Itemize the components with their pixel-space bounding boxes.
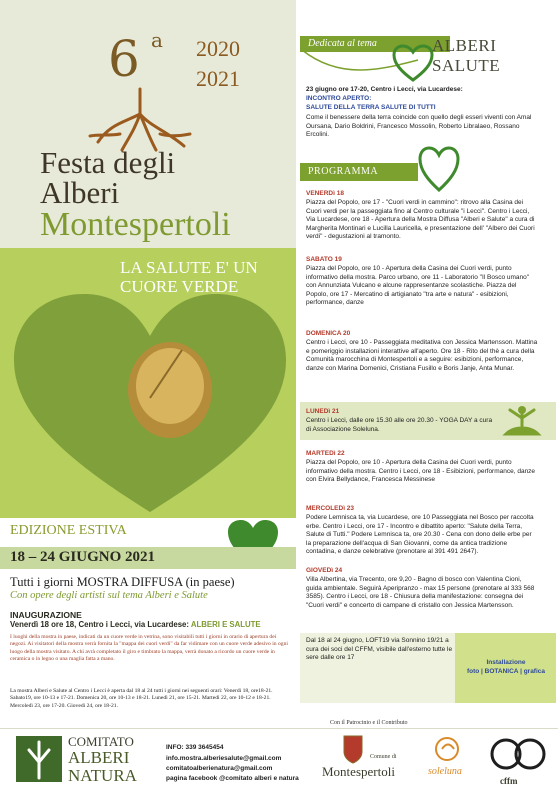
montespertoli-title: Montespertoli [40, 206, 231, 243]
install-subtitle: foto | BOTANICA | grafica [466, 668, 546, 675]
programma-title: PROGRAMMA [308, 166, 379, 177]
day-domenica-20-text: Centro i Lecci, ore 10 - Passeggiata meditativa con Jessica Martensson. Mattina e pomeriggio installazioni interattive all'aperto. Ore 18 - Rito del thè a cura della Comunità marocchina di Montespertoli e a seguire: esibizioni, performance, danze con Marina Domenici, Cristiana Fusillo e Boris Janje, Anta Munar. [306, 339, 538, 372]
day-mercoledi-23: MERCOLEDì 23 [306, 505, 355, 512]
intro-subtitle: SALUTE DELLA TERRA SALUTE DI TUTTI [306, 104, 436, 111]
cffm-logo-icon [490, 732, 546, 776]
edition-number: 6 [108, 30, 140, 88]
install-title: Installazione [486, 659, 526, 666]
soleluna-label: soleluna [428, 766, 462, 777]
comitato-line-1: COMITATO [68, 734, 134, 749]
slogan-line-2: CUORE VERDE [120, 277, 239, 296]
comitato-line-3: NATURA [68, 766, 137, 785]
cffm-label: cffm [500, 776, 518, 786]
day-lunedi-21: LUNEDì 21 [306, 408, 340, 415]
mostra-note: I luoghi della mostra in paese, indicati da un cuore verde in vetrina, sono visitabili tutti i giorni in orario di apertura dei negozi. Ai visitatori della mostra verrà fornita la "mappa dei cuori verdi" da far vidimare con un cuore verde adesivo in ogni luogo della mostra visitato. A chi avrà completato il giro e timbrato la mappa, verrà donato a ricordo un cuore verde in ceramica o in legno o una maglia fatta a mano. [10, 634, 288, 663]
dedicated-label: Dedicata al tema [308, 38, 377, 49]
festa-title-line-2: Alberi [40, 175, 120, 210]
comune-small-label: Comune di [370, 754, 397, 760]
comitato-line-2: ALBERI [68, 748, 130, 767]
day-giovedi-24-text: Villa Albertina, via Trecento, ore 9,20 - Bagno di bosco con Valentina Cioni, guida ambientale. Seguirà Aperipranzo - max 15 persone (prenotare al 333 568 3585). Centro i Lecci, ore 18 - Chiusura della manifestazione: consegna dei "Cuori verdi" e concerto di campane di cristallo con Jessica Martensson. [306, 576, 535, 609]
day-martedi-22: MARTEDì 22 [306, 450, 345, 457]
day-mercoledi-23-text: Podere Lemnisca ta, via Lucardese, ore 10 Passeggiata nel Bosco per raccolta erbe. Centro i Lecci, ore 17 - Incontro e dibattito aperto: "Salute della Terra, Salute di Tutti." Podere Lemnisca ta, ore 20.30 - Cena con dono delle erbe per la preparazione dell'acqua di San Giovanni, come da antica tradizione contadina, e danze celebrative (prenotare al 391 491 2647). [306, 514, 534, 556]
day-giovedi-24: GIOVEDì 24 [306, 567, 343, 574]
comitato-tree-logo [14, 734, 64, 784]
inauguration-heading: INAUGURAZIONE [10, 610, 82, 620]
info-facebook: pagina facebook @comitato alberi e natura [166, 775, 299, 782]
info-email-2: comitatoalberienatura@gmail.com [166, 765, 273, 772]
opere-subtitle: Con opere degli artisti sul tema Alberi e Salute [10, 590, 208, 601]
heart-outline-icon [392, 44, 434, 82]
day-martedi-22-text: Piazza del Popolo, ore 10 - Apertura della Casina dei Cuori verdi, punto informativo della mostra. Centro i Lecci, ore 18 - Esibizioni, performance, danze con Elvira Bellydance, Francesca Messinese [306, 459, 536, 484]
inauguration-theme: ALBERI E SALUTE [190, 620, 261, 629]
tree-roots-illustration [80, 84, 200, 154]
festa-title-line-1: Festa degli [40, 145, 176, 180]
inauguration-when: Venerdì 18 ore 18, Centro i Lecci, via Lucardese: [10, 620, 189, 629]
theme-alberi: ALBERI [432, 36, 497, 55]
info-phone: INFO: 339 3645454 [166, 744, 224, 751]
inauguration-text [10, 620, 261, 629]
day-venerdi-18-text: Piazza del Popolo, ore 17 - "Cuori verdi in cammino": ritrovo alla Casina dei Cuori verdi per la passeggiata fino al Centro culturale "i Lecci". Centro i Lecci, Via Lucardese, ore 18 - Apertura della Mostra Diffusa "Alberi e Salute" a cura di Margherita Montinari e Lucilla Lauricella, e presentazione dell' "Albero dei Cuori verdi" - degustazioni al tramonto. [306, 199, 535, 241]
patrocinio-label: Con il Patrocinio e il Contributo [330, 720, 408, 726]
big-heart-illustration [10, 290, 290, 520]
day-sabato-19-text: Piazza del Popolo, ore 10 - Apertura della Casina dei Cuori verdi, punto informativo della mostra. Parco urbano, ore 11 - Laboratorio "Il Bosco umano" con Annunziata Vulcano e alcune rappresentanze scolastiche. Piazza del Popolo, ore 17 - Mercatino di artigianato "tra arte e natura" - esibizioni, performance, danze [306, 265, 530, 307]
day-lunedi-21-text: Centro i Lecci, dalle ore 15.30 alle ore 20.30 - YOGA DAY a cura di Associazione Soleluna. [306, 417, 493, 433]
intro-body: Come il benessere della terra coincide con quello degli esseri viventi con Amal Oursana, Dario Boldrini, Francesco Mossolin, Roberto Libralaeo, Rossano Ercolini. [306, 114, 532, 139]
comune-crest-icon [342, 734, 364, 764]
comune-label: Montespertoli [322, 764, 395, 779]
day-domenica-20: DOMENICA 20 [306, 330, 351, 337]
info-email-1: info.mostra.alberiesalute@gmail.com [166, 755, 282, 762]
heart-outline-icon-2 [418, 146, 460, 192]
date-range: 18 – 24 GIUGNO 2021 [10, 549, 156, 565]
intro-title: INCONTRO APERTO: [306, 95, 372, 102]
install-label [458, 658, 554, 676]
soleluna-logo-icon [434, 734, 460, 764]
edition-label: EDIZIONE ESTIVA [10, 523, 127, 538]
year-2021: 2021 [196, 66, 240, 91]
year-2020: 2020 [196, 36, 240, 61]
intro-when: 23 giugno ore 17-20, Centro i Lecci, via Lucardese: [306, 86, 463, 93]
day-sabato-19: SABATO 19 [306, 256, 342, 263]
slogan-line-1: LA SALUTE E' UN [120, 258, 258, 277]
orari-note: La mostra Alberi e Salute al Centro i Lecci è aperta dal 18 al 24 tutti i giorni nei seguenti orari: Venerdì 18, ore18-21. Sabato19, ore 10-13 e 17-21. Domenica 20, ore 10-13 e 18-21. Lunedì 21, ore 15-21. Martedì 22, ore 10-12 e 18-21. Mercoledì 23, ore 17-20. Giovedì 24, ore 18-21. [10, 688, 273, 709]
yoga-figure-icon [500, 404, 544, 440]
day-venerdi-18: VENERDì 18 [306, 190, 344, 197]
edition-suffix: a [151, 28, 163, 52]
theme-salute: SALUTE [432, 56, 501, 75]
loft-text: Dal 18 al 24 giugno, LOFT19 via Sonnino 19/21 a cura dei soci del CFFM, visibile dall'esterno tutte le sere dalle ore 17 [306, 637, 453, 662]
mostra-diffusa: Tutti i giorni MOSTRA DIFFUSA (in paese) [10, 575, 235, 589]
